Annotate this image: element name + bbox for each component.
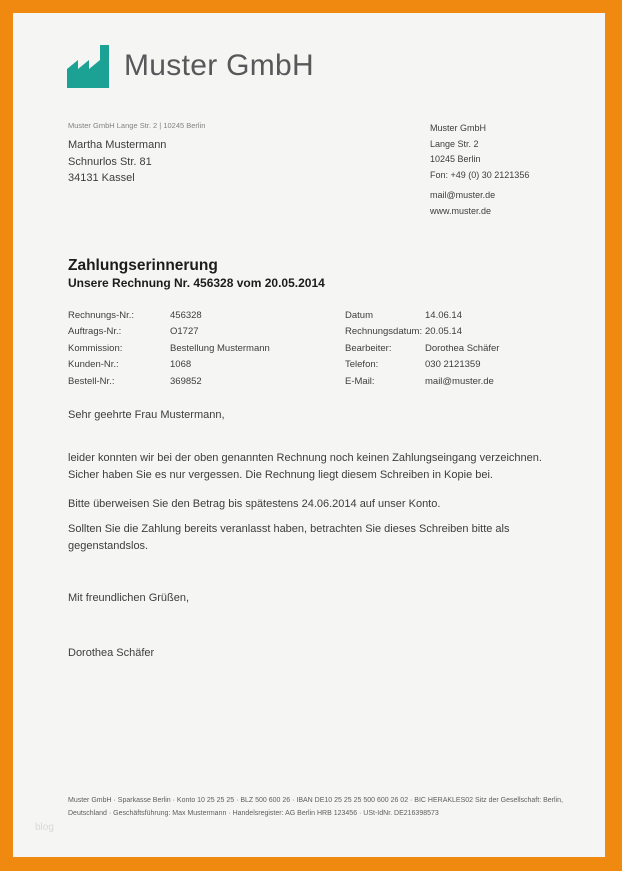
table-row (68, 324, 588, 341)
meta-value: 456328 (170, 309, 202, 321)
footer-line-2: Deutschland · Geschäftsführung: Max Mustermann · Handelsregister: AG Berlin HRB 123456 · USt-IdNr. DE216398573 (68, 810, 439, 817)
meta-label: Datum (345, 309, 373, 321)
meta-value: Bestellung Mustermann (170, 342, 270, 354)
signature-name: Dorothea Schäfer (68, 647, 155, 659)
subject-title: Zahlungserinnerung (68, 257, 218, 274)
meta-value: 030 2121359 (425, 359, 481, 371)
footer-line-1: Muster GmbH · Sparkasse Berlin · Konto 10 25 25 25 · BLZ 500 600 26 · IBAN DE10 25 25 25 500 600 26 02 · BIC HERAKLES02 Sitz der Gesellschaft: Berlin, (68, 797, 563, 804)
recipient-city: 34131 Kassel (68, 172, 135, 184)
factory-icon (62, 42, 114, 90)
sender-line: Muster GmbH Lange Str. 2 | 10245 Berlin (68, 121, 206, 130)
letter-content (13, 13, 605, 857)
company-logo-text: Muster GmbH (124, 49, 314, 82)
table-row (68, 340, 588, 357)
closing-line: Mit freundlichen Grüßen, (68, 592, 190, 604)
meta-label: Rechnungs-Nr.: (68, 309, 135, 321)
meta-value: O1727 (170, 326, 199, 338)
meta-label: Auftrags-Nr.: (68, 326, 122, 338)
meta-value: 369852 (170, 375, 202, 387)
meta-label: Telefon: (345, 359, 379, 371)
meta-label: Rechnungsdatum: (345, 326, 423, 338)
invoice-meta-table (68, 307, 588, 390)
meta-value: mail@muster.de (425, 375, 494, 387)
salutation: Sehr geehrte Frau Mustermann, (68, 409, 225, 421)
meta-label: Bearbeiter: (345, 342, 392, 354)
meta-label: Kommission: (68, 342, 123, 354)
table-row (68, 307, 588, 324)
company-info-street: Lange Str. 2 (430, 138, 479, 149)
company-info-block (430, 121, 529, 219)
meta-value: 14.06.14 (425, 309, 462, 321)
recipient-street: Schnurlos Str. 81 (68, 155, 152, 168)
company-info-name: Muster GmbH (430, 123, 487, 133)
body-paragraph-2: Bitte überweisen Sie den Betrag bis spätestens 24.06.2014 auf unser Konto. (68, 498, 441, 510)
meta-value: 20.05.14 (425, 326, 462, 338)
table-row (68, 357, 588, 374)
company-logo (62, 41, 314, 91)
meta-value: 1068 (170, 359, 192, 371)
subject-block (68, 256, 325, 292)
meta-value: Dorothea Schäfer (425, 342, 500, 354)
watermark-text: blog (35, 822, 54, 833)
meta-label: Kunden-Nr.: (68, 359, 119, 371)
body-paragraph-3: Sollten Sie die Zahlung bereits veranlasst haben, betrachten Sie dieses Schreiben bitte als gegenstandslos. (68, 523, 510, 552)
company-info-city: 10245 Berlin (430, 154, 481, 164)
recipient-address (68, 137, 166, 187)
subject-subtitle: Unsere Rechnung Nr. 456328 vom 20.05.2014 (68, 276, 325, 290)
recipient-name: Martha Mustermann (68, 139, 167, 151)
meta-label: Bestell-Nr.: (68, 375, 115, 387)
company-info-phone: Fon: +49 (0) 30 2121356 (430, 169, 530, 180)
table-row (68, 373, 588, 390)
meta-label: E-Mail: (345, 375, 375, 387)
footer-legal (68, 794, 573, 820)
body-paragraph-1: leider konnten wir bei der oben genannten Rechnung noch keinen Zahlungseingang verzeichnen. Sicher haben Sie es nur vergessen. Die Rechnung liegt diesem Schreiben in Kopie bei. (68, 452, 542, 481)
company-info-email: mail@muster.de (430, 190, 496, 200)
company-info-website: www.muster.de (430, 205, 492, 216)
